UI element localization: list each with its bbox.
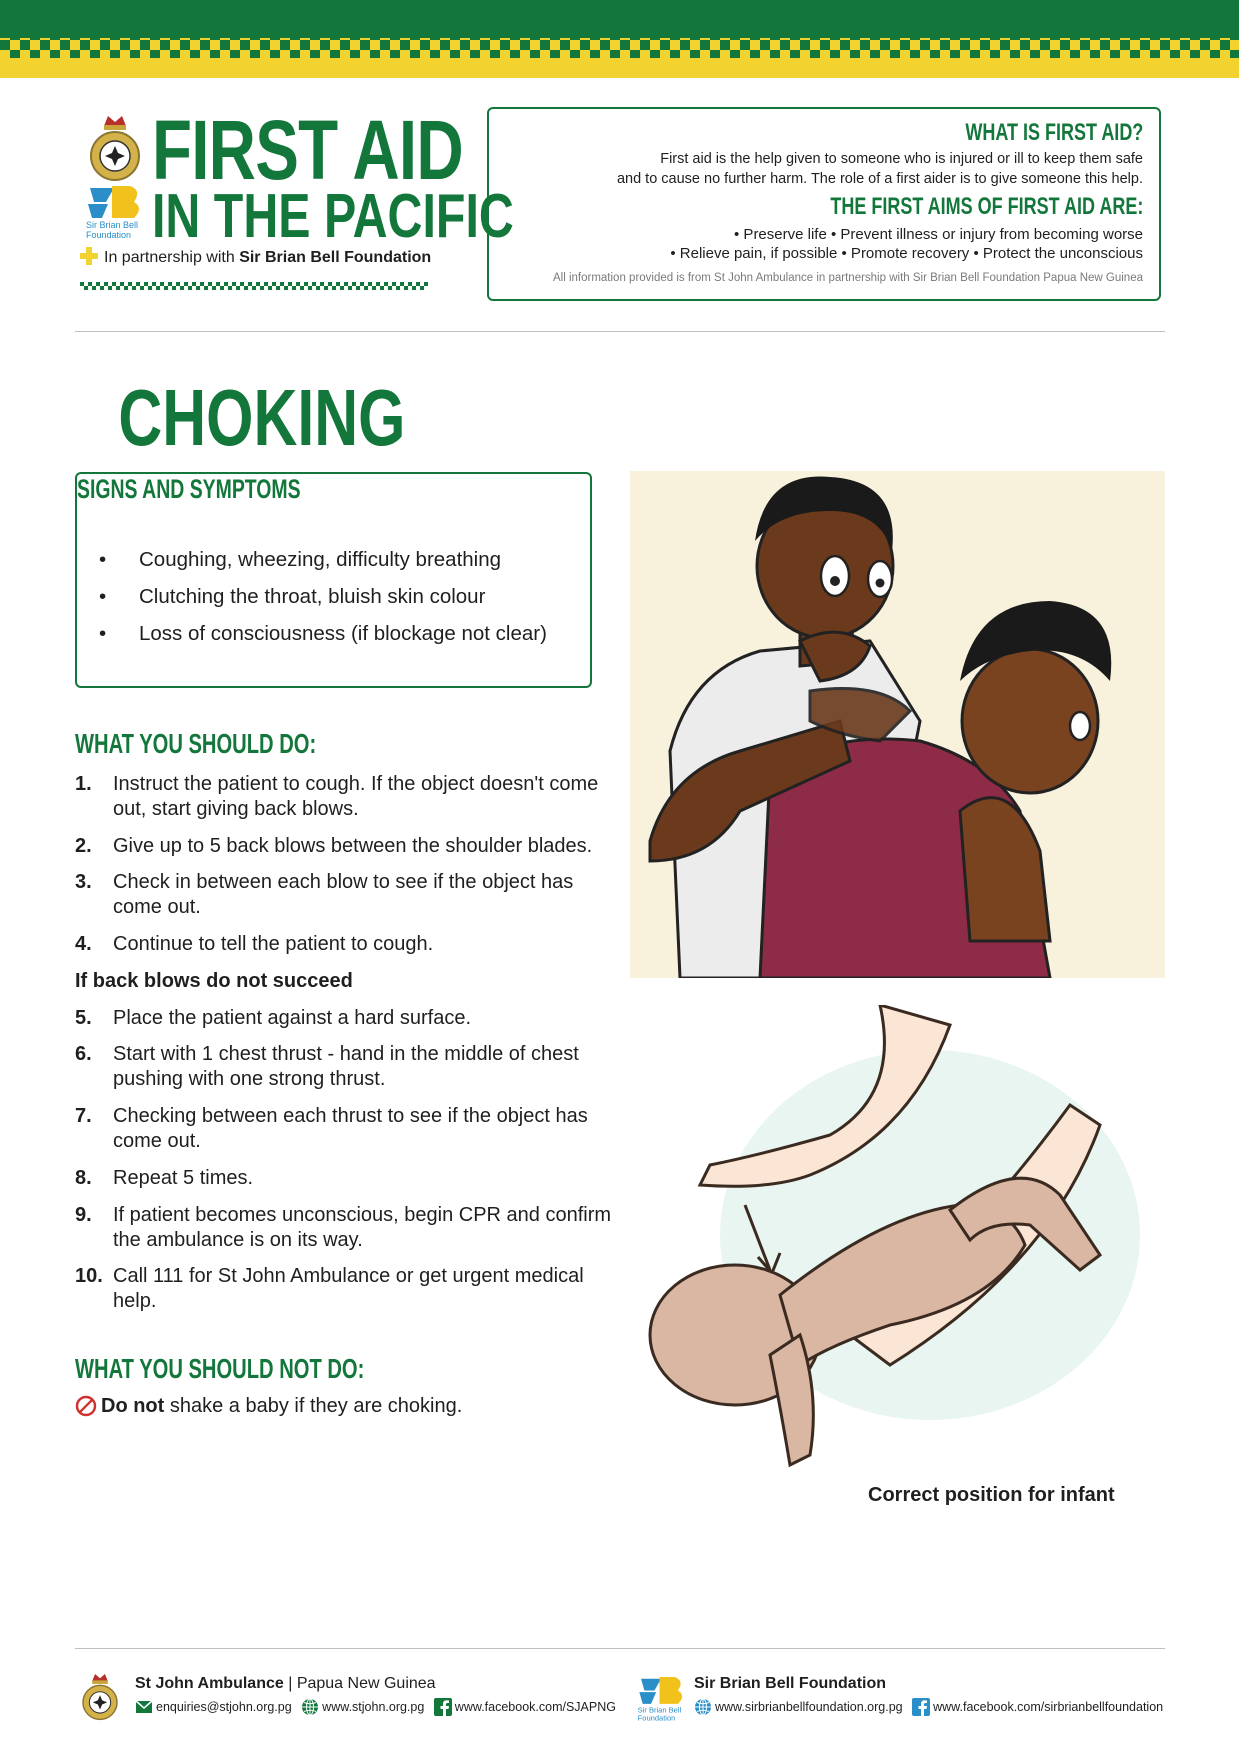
first-aid-definition-1: First aid is the help given to someone who is injured or ill to keep them safe <box>660 151 1143 167</box>
step-item <box>75 1104 615 1154</box>
partner-line <box>80 247 431 267</box>
step-number: 9. <box>75 1204 92 1226</box>
sign-text: Loss of consciousness (if blockage not clear) <box>139 622 547 645</box>
step-text: Start with 1 chest thrust - hand in the middle of chest pushing with one strong thrust. <box>113 1043 579 1090</box>
should-not-do-item <box>75 1395 462 1418</box>
step-text: Give up to 5 back blows between the shoulder blades. <box>113 835 593 857</box>
step-text: Checking between each thrust to see if the object has come out. <box>113 1105 588 1152</box>
title-line-1: FIRST AID <box>152 103 463 197</box>
yellow-cross-icon <box>80 247 98 265</box>
partner-name: Sir Brian Bell Foundation <box>239 249 432 266</box>
first-aid-info-box <box>487 107 1161 301</box>
step-number: 4. <box>75 933 92 955</box>
step-item <box>75 834 615 859</box>
title-line-2: IN THE PACIFIC <box>152 182 514 251</box>
sja-contacts <box>135 1698 616 1716</box>
step-number: 6. <box>75 1043 92 1065</box>
first-aid-definition-2: and to cause no further harm. The role of a first aider is to give someone this help. <box>616 171 1143 187</box>
sbb-website[interactable]: www.sirbrianbellfoundation.org.pg <box>715 1700 903 1714</box>
sja-name: St John Ambulance <box>135 1675 284 1692</box>
sign-text: Clutching the throat, bluish skin colour <box>139 585 486 608</box>
email-icon <box>135 1698 153 1716</box>
sja-facebook[interactable]: www.facebook.com/SJAPNG <box>454 1700 616 1714</box>
step-item <box>75 870 615 920</box>
page-title: CHOKING <box>118 373 406 462</box>
title-divider <box>80 282 428 290</box>
step-item <box>75 1006 615 1031</box>
back-blows-subheading: If back blows do not succeed <box>75 970 353 992</box>
sbb-facebook[interactable]: www.facebook.com/sirbrianbellfoundation <box>933 1700 1164 1714</box>
step-item <box>75 772 615 822</box>
step-text: Instruct the patient to cough. If the object doesn't come out, start giving back blows. <box>113 773 599 820</box>
step-text: If patient becomes unconscious, begin CPR and confirm the ambulance is on its way. <box>113 1204 612 1251</box>
aims-line-2: • Relieve pain, if possible • Promote recovery • Protect the unconscious <box>670 245 1143 262</box>
globe-icon <box>694 1698 712 1716</box>
svg-text:Sir Brian Bell: Sir Brian Bell <box>86 220 139 230</box>
sbb-name: Sir Brian Bell Foundation <box>694 1675 887 1692</box>
should-not-do-heading: WHAT YOU SHOULD NOT DO: <box>75 1353 365 1384</box>
step-text: Call 111 for St John Ambulance or get urgent medical help. <box>113 1265 584 1312</box>
partner-prefix: In partnership with <box>104 249 235 266</box>
st-john-crest-icon <box>78 1669 122 1723</box>
sja-country: Papua New Guinea <box>296 1675 436 1692</box>
sign-item: • Clutching the throat, bluish skin colour <box>99 585 486 608</box>
svg-text:Foundation: Foundation <box>86 230 132 240</box>
step-number: 7. <box>75 1105 92 1127</box>
sja-email[interactable]: enquiries@stjohn.org.pg <box>156 1700 292 1714</box>
header-divider <box>75 331 1165 332</box>
first-aid-heading: WHAT IS FIRST AID? <box>965 119 1143 146</box>
st-john-crest-icon <box>84 112 146 182</box>
facebook-icon <box>912 1698 930 1716</box>
sja-separator: | <box>283 1675 297 1692</box>
step-text: Check in between each blow to see if the object has come out. <box>113 871 574 918</box>
sign-item: • Loss of consciousness (if blockage not clear) <box>99 622 547 645</box>
step-number: 10. <box>75 1265 103 1287</box>
step-item <box>75 1203 615 1253</box>
sign-text: Coughing, wheezing, difficulty breathing <box>139 548 502 571</box>
source-note: All information provided is from St John Ambulance in partnership with Sir Brian Bell Foundation Papua New Guinea <box>552 272 1143 284</box>
sja-org-line <box>135 1675 436 1693</box>
sbb-org-line <box>694 1675 886 1693</box>
step-text: Continue to tell the patient to cough. <box>113 933 434 955</box>
step-item <box>75 1264 615 1314</box>
step-item <box>75 932 615 957</box>
sbb-contacts <box>694 1698 1163 1716</box>
step-item <box>75 1042 615 1092</box>
step-number: 5. <box>75 1007 92 1029</box>
infant-illustration <box>630 1005 1165 1485</box>
top-checkered-band <box>0 0 1239 78</box>
step-text: Repeat 5 times. <box>113 1167 254 1189</box>
step-number: 3. <box>75 871 92 893</box>
aims-heading: THE FIRST AIMS OF FIRST AID ARE: <box>830 193 1143 220</box>
sja-website[interactable]: www.stjohn.org.pg <box>322 1700 425 1714</box>
svg-text:Foundation: Foundation <box>637 1713 676 1723</box>
infant-caption: Correct position for infant <box>868 1484 1115 1506</box>
do-not-bold: Do not <box>101 1395 165 1417</box>
step-number: 8. <box>75 1167 92 1189</box>
step-number: 1. <box>75 773 92 795</box>
footer-divider <box>75 1648 1165 1649</box>
aims-line-1: • Preserve life • Prevent illness or injury from becoming worse <box>734 226 1143 243</box>
svg-text:Sir Brian Bell: Sir Brian Bell <box>637 1705 682 1715</box>
no-entry-icon <box>75 1395 97 1417</box>
signs-heading: SIGNS AND SYMPTOMS <box>77 474 301 504</box>
globe-icon <box>301 1698 319 1716</box>
signs-box <box>75 472 592 688</box>
sign-item: • Coughing, wheezing, difficulty breathing <box>99 548 502 571</box>
step-number: 2. <box>75 835 92 857</box>
facebook-icon <box>434 1698 452 1716</box>
step-text: Place the patient against a hard surface. <box>113 1007 472 1029</box>
sbb-logo-icon <box>84 182 146 240</box>
do-not-text: shake a baby if they are choking. <box>164 1395 463 1417</box>
should-do-heading: WHAT YOU SHOULD DO: <box>75 728 317 759</box>
step-item <box>75 1166 615 1191</box>
back-blows-illustration <box>630 471 1165 978</box>
sbb-logo-icon <box>636 1672 688 1724</box>
